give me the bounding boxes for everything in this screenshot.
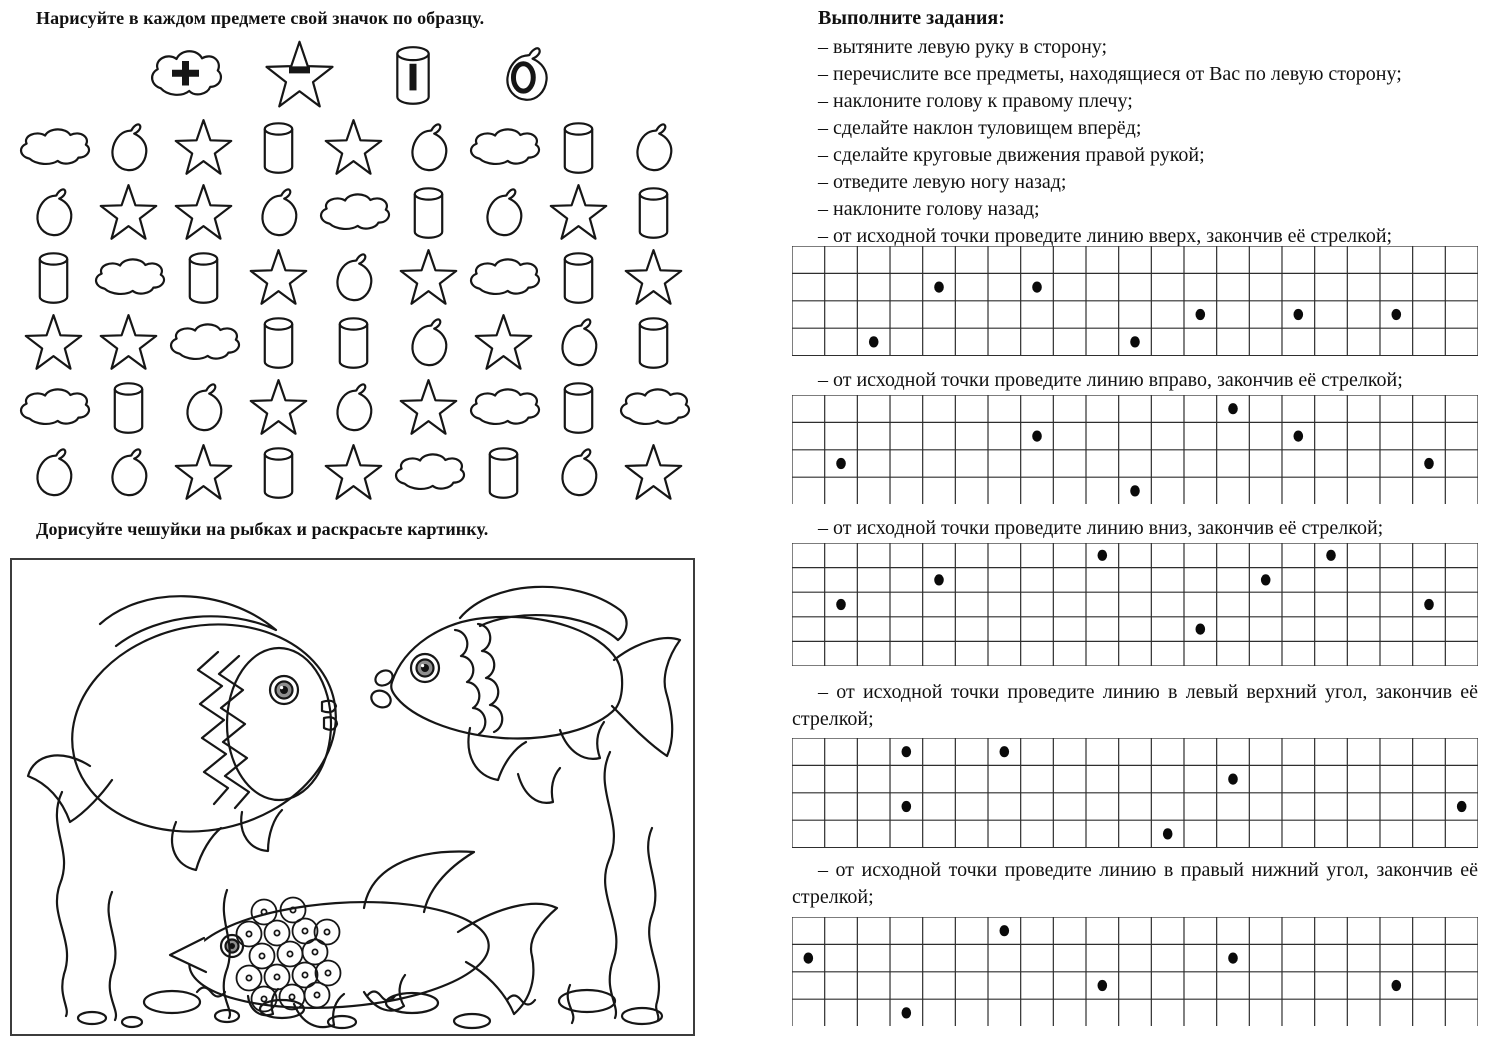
star-cell (91, 311, 166, 376)
apple-cell (391, 311, 466, 376)
cloud-outline-icon (148, 42, 223, 110)
cloud-cell (16, 116, 91, 181)
dot-grid-5 (792, 917, 1478, 1027)
cylinder-outline-icon (629, 182, 678, 245)
star-outline-icon (547, 182, 610, 245)
ring-mark-icon (514, 64, 534, 91)
cylinder-cell (241, 441, 316, 506)
scallop-scales (455, 630, 485, 734)
cylinder-outline-icon (629, 312, 678, 375)
cloud-cell (166, 311, 241, 376)
start-dot (804, 952, 814, 963)
start-dot (1000, 925, 1010, 936)
cloud-cell (16, 376, 91, 441)
start-dot (1228, 774, 1238, 785)
cloud-cell (91, 246, 166, 311)
cloud-outline-icon (467, 252, 541, 306)
star-outline-icon (622, 247, 685, 310)
apple-outline-icon (100, 442, 157, 506)
shape-row (16, 311, 694, 376)
cloud-cell (616, 376, 691, 441)
grid-task-label: – от исходной точки проведите линию вправо, закончив её стрелкой; (818, 368, 1403, 391)
zigzag-scales (198, 652, 228, 804)
cloud-outline-icon (92, 252, 166, 306)
apple-outline-icon (400, 312, 457, 376)
star-outline-icon (172, 182, 235, 245)
fish-eye (411, 654, 439, 682)
cylinder-outline-icon (104, 377, 153, 440)
start-dot (1293, 309, 1303, 320)
star-cell (166, 441, 241, 506)
start-dot (836, 599, 846, 610)
star-cell (316, 116, 391, 181)
start-dot (934, 281, 944, 292)
grid-task-label: – от исходной точки проведите линию в левый верхний угол, закончив её стрелкой; (792, 681, 1478, 731)
cylinder-cell (541, 246, 616, 311)
task-list (818, 34, 1486, 250)
task-item: – наклоните голову к правому плечу; (818, 90, 1133, 112)
cylinder-cell (241, 116, 316, 181)
grid-task-label: – от исходной точки проведите линию в правый нижний угол, закончив её стрелкой; (792, 858, 1478, 908)
fish-mouth (170, 938, 206, 972)
cylinder-outline-icon (254, 312, 303, 375)
cloud-outline-icon (167, 317, 241, 371)
star-cell (166, 116, 241, 181)
shape-row (16, 116, 694, 181)
cloud-outline-icon (17, 382, 91, 436)
task-item: – перечислите все предметы, находящиеся от Вас по левую сторону; (818, 63, 1402, 85)
legend-cylinder (375, 40, 450, 112)
start-dot (869, 336, 879, 347)
apple-outline-icon (175, 377, 232, 441)
fish-scene (12, 560, 693, 1034)
start-dot (902, 1007, 912, 1018)
grid-task-label: – от исходной точки проведите линию вниз, закончив её стрелкой; (818, 517, 1384, 540)
exercise-grids (792, 246, 1478, 1026)
fish-picture-frame (10, 558, 695, 1036)
star-outline-icon (172, 442, 235, 505)
start-dot (934, 574, 944, 585)
shape-row (16, 181, 694, 246)
cylinder-cell (16, 246, 91, 311)
start-dot (1098, 550, 1108, 561)
star-cell (391, 376, 466, 441)
apple-cell (91, 441, 166, 506)
cloud-outline-icon (17, 122, 91, 176)
cloud-cell (466, 376, 541, 441)
star-cell (16, 311, 91, 376)
start-dot (1098, 980, 1108, 991)
task-item: – сделайте круговые движения правой рукой; (818, 144, 1205, 166)
dot-grid-3 (792, 543, 1478, 666)
cylinder-outline-icon (29, 247, 78, 310)
cylinder-cell (91, 376, 166, 441)
cloud-cell (316, 181, 391, 246)
task-item: – от исходной точки проведите линию вверх, закончив её стрелкой; (818, 225, 1393, 247)
cylinder-cell (166, 246, 241, 311)
shape-grid (16, 116, 694, 506)
apple-cell (466, 181, 541, 246)
cylinder-cell (541, 376, 616, 441)
dot-grid-4 (792, 738, 1478, 848)
start-dot (1261, 574, 1271, 585)
fish-lips (369, 688, 394, 711)
start-dot (1391, 980, 1401, 991)
apple-cell (166, 376, 241, 441)
seaweed (57, 752, 659, 1023)
apple-outline-icon (550, 312, 607, 376)
cloud-cell (466, 116, 541, 181)
pebbles (78, 988, 662, 1029)
cylinder-outline-icon (329, 312, 378, 375)
apple-outline-icon (475, 182, 532, 246)
start-dot (1032, 281, 1042, 292)
task-item: – наклоните голову назад; (818, 198, 1040, 220)
start-dot (1032, 430, 1042, 441)
apple-cell (391, 116, 466, 181)
task2-title: Дорисуйте чешуйки на рыбках и раскрасьте картинку. (36, 519, 489, 539)
cylinder-cell (541, 116, 616, 181)
cloud-outline-icon (467, 122, 541, 176)
dot-grid-1 (792, 246, 1478, 356)
start-dot (1293, 430, 1303, 441)
legend-cloud (148, 42, 223, 110)
star-cell (616, 246, 691, 311)
cylinder-cell (466, 441, 541, 506)
apple-outline-icon (550, 442, 607, 506)
star-cell (391, 246, 466, 311)
star-cell (541, 181, 616, 246)
task-item: – сделайте наклон туловищем вперёд; (818, 117, 1142, 139)
apple-outline-icon (25, 442, 82, 506)
apple-cell (616, 116, 691, 181)
star-outline-icon (622, 442, 685, 505)
task-item: – вытяните левую руку в сторону; (818, 36, 1108, 58)
cylinder-outline-icon (254, 442, 303, 505)
start-dot (1000, 746, 1010, 757)
star-cell (466, 311, 541, 376)
start-dot (1457, 801, 1467, 812)
apple-cell (316, 246, 391, 311)
star-outline-icon (247, 247, 310, 310)
cloud-outline-icon (392, 447, 466, 501)
star-outline-icon (22, 312, 85, 375)
start-dot (1424, 457, 1434, 468)
star-outline-icon (322, 442, 385, 505)
apple-cell (16, 181, 91, 246)
cylinder-outline-icon (479, 442, 528, 505)
star-cell (241, 376, 316, 441)
apple-cell (541, 311, 616, 376)
roe-scales (237, 898, 341, 1012)
task-item: – отведите левую ногу назад; (818, 171, 1067, 193)
legend-row (148, 36, 564, 116)
cloud-outline-icon (317, 187, 391, 241)
start-dot (836, 457, 846, 468)
cylinder-cell (241, 311, 316, 376)
cloud-cell (391, 441, 466, 506)
apple-outline-icon (400, 117, 457, 181)
cloud-outline-icon (467, 382, 541, 436)
apple-cell (16, 441, 91, 506)
start-dot (1196, 624, 1206, 635)
cloud-outline-icon (617, 382, 691, 436)
cloud-cell (466, 246, 541, 311)
start-dot (1326, 550, 1336, 561)
star-cell (91, 181, 166, 246)
scallop-scales (478, 624, 502, 732)
cylinder-outline-icon (554, 377, 603, 440)
apple-outline-icon (100, 117, 157, 181)
cylinder-outline-icon (404, 182, 453, 245)
star-outline-icon (397, 247, 460, 310)
apple-outline-icon (25, 182, 82, 246)
apple-outline-icon (493, 40, 559, 112)
cylinder-outline-icon (554, 117, 603, 180)
cylinder-cell (616, 181, 691, 246)
star-cell (241, 246, 316, 311)
cylinder-cell (391, 181, 466, 246)
start-dot (1424, 599, 1434, 610)
start-dot (1130, 485, 1140, 496)
legend-apple (489, 40, 564, 112)
fish-top-right (369, 587, 680, 803)
cylinder-cell (316, 311, 391, 376)
shape-row (16, 441, 694, 506)
start-dot (1228, 403, 1238, 414)
start-dot (1391, 309, 1401, 320)
start-dot (902, 746, 912, 757)
star-cell (616, 441, 691, 506)
start-dot (1163, 828, 1173, 839)
cylinder-outline-icon (385, 40, 441, 112)
apple-cell (91, 116, 166, 181)
apple-cell (316, 376, 391, 441)
tasks-title: Выполните задания: (818, 7, 1005, 29)
star-outline-icon (172, 117, 235, 180)
apple-cell (541, 441, 616, 506)
start-dot (1130, 336, 1140, 347)
plus-mark-icon (172, 61, 199, 85)
apple-outline-icon (325, 377, 382, 441)
cylinder-outline-icon (179, 247, 228, 310)
apple-outline-icon (250, 182, 307, 246)
start-dot (1195, 309, 1205, 320)
start-dot (902, 801, 912, 812)
apple-outline-icon (625, 117, 682, 181)
star-cell (166, 181, 241, 246)
apple-cell (241, 181, 316, 246)
cylinder-outline-icon (554, 247, 603, 310)
star-outline-icon (262, 38, 337, 114)
star-outline-icon (247, 377, 310, 440)
task1-title: Нарисуйте в каждом предмете свой значок по образцу. (36, 8, 485, 28)
shape-row (16, 376, 694, 441)
apple-outline-icon (325, 247, 382, 311)
fish-eye (221, 935, 243, 957)
star-outline-icon (322, 117, 385, 180)
star-outline-icon (397, 377, 460, 440)
star-outline-icon (97, 182, 160, 245)
star-cell (316, 441, 391, 506)
shape-row (16, 246, 694, 311)
legend-star (262, 38, 337, 114)
dot-grid-2 (792, 395, 1478, 505)
cylinder-cell (616, 311, 691, 376)
start-dot (1228, 952, 1238, 963)
fish-eye (270, 676, 298, 704)
cylinder-outline-icon (254, 117, 303, 180)
star-outline-icon (97, 312, 160, 375)
fish-top-left (28, 596, 355, 870)
star-outline-icon (472, 312, 535, 375)
